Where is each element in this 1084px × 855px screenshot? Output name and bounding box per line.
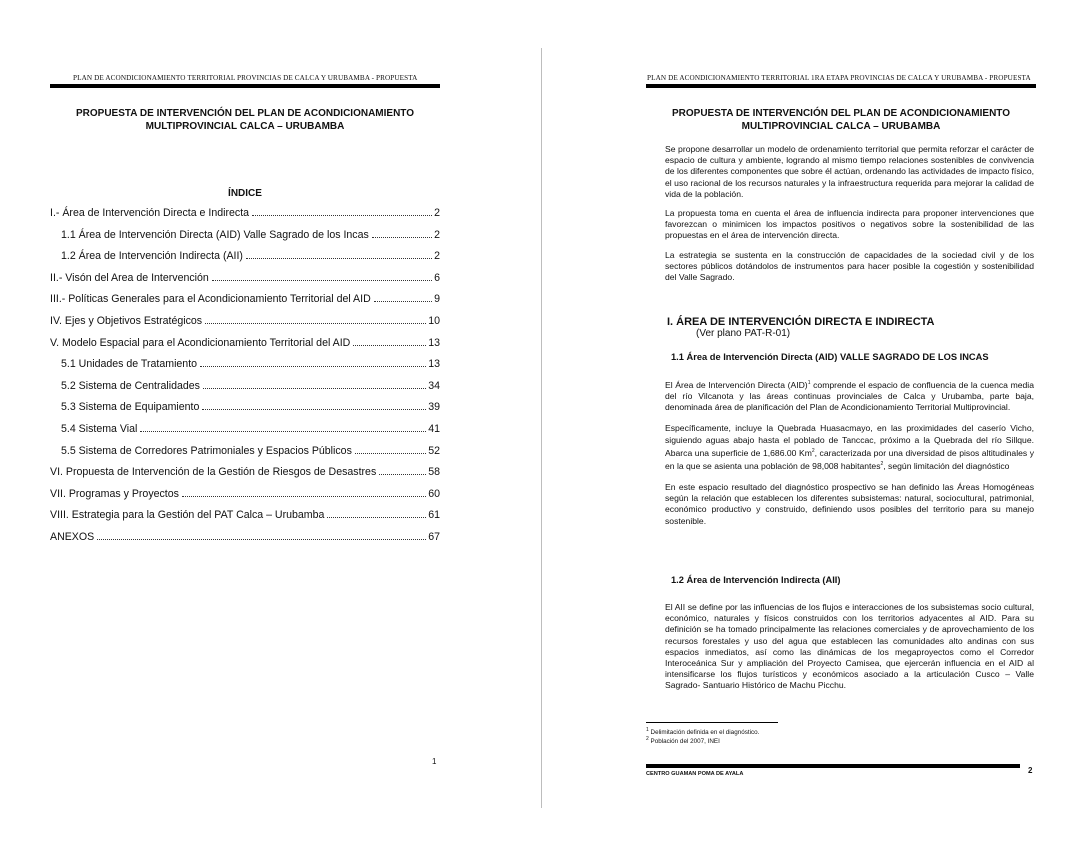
aid-paragraph-2 (665, 423, 1034, 472)
page-divider (541, 48, 542, 808)
toc-page-number: 2 (434, 228, 440, 241)
toc-entry[interactable] (50, 445, 440, 467)
toc-page-number: 61 (428, 509, 440, 522)
section-1-1-text (665, 378, 1034, 535)
toc-entry-title: II.- Visón del Area de Intervención (50, 271, 209, 284)
footnote-1-number: 1 (646, 727, 649, 733)
toc-entry[interactable] (50, 488, 440, 510)
toc-dot-leader (182, 495, 426, 497)
toc-entry[interactable] (50, 401, 440, 423)
left-title-line1: PROPUESTA DE INTERVENCIÓN DEL PLAN DE ACONDICIONAMIENTO (76, 108, 414, 119)
right-page-number: 2 (1028, 766, 1033, 775)
toc-entry-title: VIII. Estrategia para la Gestión del PAT Calca – Urubamba (50, 509, 325, 522)
toc-page-number: 52 (428, 444, 440, 457)
left-running-header: PLAN DE ACONDICIONAMIENTO TERRITORIAL PROVINCIAS DE CALCA Y URUBAMBA - PROPUESTA (73, 74, 418, 82)
aid-p2-text-a: Específicamente, incluye la Quebrada Huasacmayo, en las proximidades del caserío Vicho, siguiendo aguas abajo hasta el poblado de Tanccac, próximo a la Quebrada del río Sillque. Abarca una superficie de 1,686.00 Km (665, 423, 1034, 458)
toc-page-number: 39 (428, 401, 440, 414)
aii-paragraph-1: El AII se define por las influencias de los flujos e interacciones de los subsistemas socio cultural, económico, naturales y físicos construidos con los territorios adyacentes al AID. Para su definición se ha tomado principalmente las relaciones comerciales y de aprovechamiento de los recursos forestales y uso del agua que establecen las comunidades alto andinas con sus espacios inmediatos, así como las dinámicas de los megaproyectos como el Corredor Interoceánica Sur y ampliación del Proyecto Camisea, que ejercerán influencia en el AID al intensificarse los flujos turísticos y económicos asociado a la articulación Cusco – Valle Sagrado- Santuario Histórico de Machu Picchu. (665, 602, 1034, 691)
toc-page-number: 9 (434, 293, 440, 306)
toc-dot-leader (205, 322, 426, 324)
toc-page-number: 41 (428, 422, 440, 435)
intro-paragraph-2: La propuesta toma en cuenta el área de influencia indirecta para proponer intervenciones que favorezcan o minimicen los impactos positivos o negativos sobre la sostenibilidad de las propuestas en el área de intervención directa. (665, 208, 1034, 241)
toc-page-number: 2 (434, 250, 440, 263)
toc-entry-title: 1.2 Área de Intervención Indirecta (AII) (61, 250, 243, 263)
toc-entry-title: ANEXOS (50, 530, 95, 543)
toc-entry-title: 5.5 Sistema de Corredores Patrimoniales y Espacios Públicos (61, 444, 352, 457)
section-1-2-heading: 1.2 Área de Intervención Indirecta (AII) (671, 575, 841, 585)
toc-page-number: 67 (428, 530, 440, 543)
toc-entry[interactable] (50, 337, 440, 359)
aid-p1-rest: comprende el espacio de confluencia de la cuenca media del río Vilcanota y las áreas continuas provinciales de Calca y Urubamba, parte baja, denominada área de planificación del Plan de Acondicionamiento Territorial Multiprovincial. (665, 379, 1034, 413)
left-page-title (50, 107, 440, 133)
toc-entry[interactable] (50, 358, 440, 380)
footnote-2-number: 2 (646, 736, 649, 742)
aid-paragraph-3: En este espacio resultado del diagnóstico prospectivo se han definido las Áreas Homogéneas según la relación que establecen los diferentes subsistemas: natural, sociocultural, patrimonial, económico productivo y construido, definiendo usos posibles del territorio para su manejo sostenible. (665, 482, 1034, 526)
footnote-1-text: Delimitación definida en el diagnóstico. (648, 729, 760, 737)
footnote-2-text: Población del 2007, INEI (648, 738, 720, 746)
toc-entry[interactable] (50, 380, 440, 402)
toc-dot-leader (355, 452, 426, 454)
toc-dot-leader (353, 344, 426, 346)
right-header-rule (646, 84, 1036, 88)
toc-entry[interactable] (50, 250, 440, 272)
toc-entry[interactable] (50, 423, 440, 445)
toc-dot-leader (200, 365, 426, 367)
toc-entry[interactable] (50, 466, 440, 488)
right-running-header: PLAN DE ACONDICIONAMIENTO TERRITORIAL 1RA ETAPA PROVINCIAS DE CALCA Y URUBAMBA - PROPUESTA (647, 74, 1031, 82)
toc-dot-leader (327, 516, 426, 518)
table-of-contents (50, 207, 440, 553)
footnote-1 (646, 727, 759, 736)
section-1-plan-reference: (Ver plano PAT-R-01) (696, 328, 791, 339)
footnote-ref-2: 2 (880, 460, 884, 467)
toc-entry-title: 5.2 Sistema de Centralidades (61, 379, 200, 392)
toc-page-number: 58 (428, 466, 440, 479)
left-page-number: 1 (432, 757, 437, 766)
toc-entry-title: VI. Propuesta de Intervención de la Gestión de Riesgos de Desastres (50, 466, 377, 479)
toc-entry-title: 5.4 Sistema Vial (61, 422, 138, 435)
toc-dot-leader (252, 214, 432, 216)
toc-dot-leader (97, 538, 426, 540)
section-1-2-text (665, 602, 1034, 700)
toc-entry-title: 5.1 Unidades de Tratamiento (61, 358, 198, 371)
right-page-title (646, 107, 1036, 133)
toc-dot-leader (246, 257, 432, 259)
intro-text (665, 144, 1034, 291)
footnote-2 (646, 736, 720, 745)
toc-page-number: 34 (428, 379, 440, 392)
toc-page-number: 60 (428, 487, 440, 500)
footnote-separator (646, 722, 778, 723)
toc-entry[interactable] (50, 315, 440, 337)
toc-dot-leader (379, 473, 426, 475)
toc-page-number: 13 (428, 336, 440, 349)
toc-page-number: 13 (428, 358, 440, 371)
toc-dot-leader (372, 236, 432, 238)
section-1-1-heading: 1.1 Área de Intervención Directa (AID) VALLE SAGRADO DE LOS INCAS (671, 352, 989, 362)
left-header-rule (50, 84, 440, 88)
toc-entry[interactable] (50, 272, 440, 294)
right-title-line2: MULTIPROVINCIAL CALCA – URUBAMBA (741, 121, 941, 132)
toc-dot-leader (203, 387, 426, 389)
toc-dot-leader (140, 430, 426, 432)
toc-entry-title: 1.1 Área de Intervención Directa (AID) Valle Sagrado de los Incas (61, 228, 369, 241)
toc-entry-title: 5.3 Sistema de Equipamiento (61, 401, 200, 414)
toc-entry[interactable] (50, 531, 440, 553)
aid-paragraph-1 (665, 378, 1034, 413)
toc-entry[interactable] (50, 207, 440, 229)
toc-page-number: 6 (434, 271, 440, 284)
superscript-km2: 2 (811, 447, 815, 454)
toc-page-number: 2 (434, 207, 440, 219)
aid-p2-text-b: , caracterizada por una diversidad de pisos altitudinales y en la que se asienta una población de 98,008 habitantes (665, 447, 1035, 471)
toc-entry[interactable] (50, 229, 440, 251)
toc-entry-title: III.- Políticas Generales para el Acondicionamiento Territorial del AID (50, 293, 371, 306)
toc-entry-title: IV. Ejes y Objetivos Estratégicos (50, 314, 203, 327)
toc-entry[interactable] (50, 293, 440, 315)
left-title-line2: MULTIPROVINCIAL CALCA – URUBAMBA (145, 121, 345, 132)
footnote-ref-1: 1 (807, 380, 811, 386)
toc-entry[interactable] (50, 509, 440, 531)
index-title: ÍNDICE (228, 188, 262, 199)
right-footer-rule (646, 764, 1020, 768)
intro-paragraph-3: La estrategia se sustenta en la construcción de capacidades de la sociedad civil y de los sectores públicos dotándolos de instrumentos para hacer posible la cogestión y sostenibilidad del Valle Sagrado. (665, 249, 1034, 283)
right-title-line1: PROPUESTA DE INTERVENCIÓN DEL PLAN DE ACONDICIONAMIENTO (672, 108, 1010, 119)
toc-entry-title: VII. Programas y Proyectos (50, 487, 179, 500)
intro-paragraph-1: Se propone desarrollar un modelo de ordenamiento territorial que permita reforzar el carácter de espacio de cultura y ambiente, logrando al mismo tiempo relaciones sostenibles de convivencia de los diferentes componentes que sobre él actúan, ordenando las actividades de impacto físico, el uso racional de los recursos naturales y la infraestructura requerida para mejorar la calidad de vida de la población. (665, 144, 1034, 199)
toc-entry-title: I.- Área de Intervención Directa e Indirecta (50, 207, 250, 219)
toc-dot-leader (374, 300, 432, 302)
section-1-heading: I. ÁREA DE INTERVENCIÓN DIRECTA E INDIRECTA (667, 316, 935, 328)
toc-page-number: 10 (428, 314, 440, 327)
footer-organization: CENTRO GUAMAN POMA DE AYALA (646, 771, 744, 777)
aid-p2-text-c: , según limitación del diagnóstico (883, 460, 1010, 471)
toc-dot-leader (212, 279, 432, 281)
aid-p1-text: El Área de Intervención Directa (AID) (665, 379, 808, 390)
toc-entry-title: V. Modelo Espacial para el Acondicionamiento Territorial del AID (50, 336, 351, 349)
toc-dot-leader (202, 408, 426, 410)
